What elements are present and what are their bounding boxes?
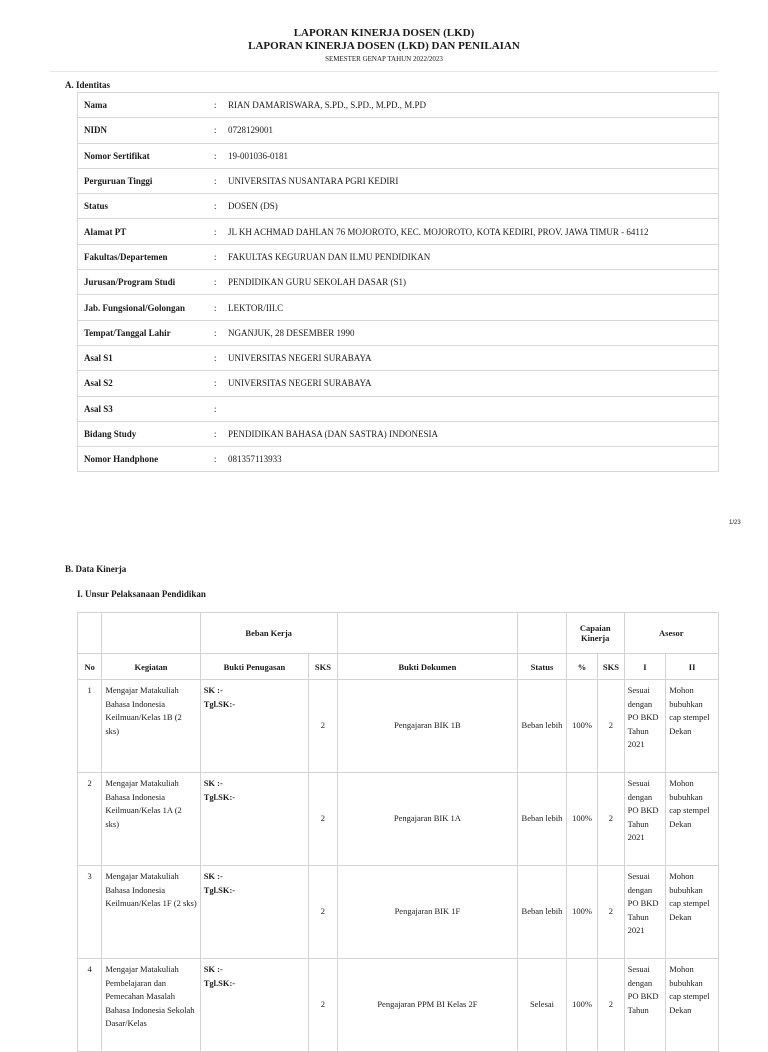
identity-row [78, 143, 719, 168]
cell-kegiatan: Mengajar Matakuliah Bahasa Indonesia Keilmuan/Kelas 1B (2 sks) [102, 680, 200, 773]
identity-colon: : [214, 194, 228, 219]
identity-value: UNIVERSITAS NEGERI SURABAYA [228, 371, 719, 396]
cell-sks: 2 [309, 866, 337, 959]
sk-number: SK :- [203, 871, 223, 881]
cell-sks: 2 [309, 959, 337, 1052]
cell-kegiatan: Mengajar Matakuliah Pembelajaran dan Pemecahan Masalah Bahasa Indonesia Sekolah Dasar/Kelas [102, 959, 200, 1052]
identity-value: NGANJUK, 28 DESEMBER 1990 [228, 320, 719, 345]
cell-sks-capaian: 2 [598, 773, 624, 866]
identity-row [78, 244, 719, 269]
cell-bukti-dokumen: Pengajaran PPM BI Kelas 2F [337, 959, 518, 1052]
identity-colon: : [214, 168, 228, 193]
cell-asesor-1: Sesuai dengan PO BKD Tahun 2021 [624, 866, 666, 959]
identity-value: 0728129001 [228, 118, 719, 143]
identity-row [78, 345, 719, 370]
header-kegiatan: Kegiatan [102, 654, 200, 680]
identity-table [77, 92, 719, 472]
sk-number: SK :- [203, 778, 223, 788]
cell-no: 4 [78, 959, 102, 1052]
cell-asesor-2: Mohon bubuhkan cap stempel Dekan [666, 680, 719, 773]
cell-no: 2 [78, 773, 102, 866]
cell-no: 3 [78, 866, 102, 959]
header-blank [78, 613, 102, 654]
sk-date: Tgl.SK:- [203, 977, 236, 988]
header-asesor-1: I [624, 654, 666, 680]
header-bukti-dokumen: Bukti Dokumen [337, 654, 518, 680]
identity-label: Jab. Fungsional/Golongan [78, 295, 215, 320]
header-status: Status [518, 654, 567, 680]
identity-value: 19-001036-0181 [228, 143, 719, 168]
sk-date: Tgl.SK:- [203, 698, 236, 709]
identity-row [78, 447, 719, 472]
cell-sks-capaian: 2 [598, 866, 624, 959]
identity-label: Asal S2 [78, 371, 215, 396]
identity-value: FAKULTAS KEGURUAN DAN ILMU PENDIDIKAN [228, 244, 719, 269]
identity-row [78, 396, 719, 421]
table-row [78, 680, 719, 773]
identity-colon: : [214, 421, 228, 446]
cell-no: 1 [78, 680, 102, 773]
cell-kegiatan: Mengajar Matakuliah Bahasa Indonesia Keilmuan/Kelas 1F (2 sks) [102, 866, 200, 959]
identity-label: Nama [78, 93, 215, 118]
identity-row [78, 270, 719, 295]
sk-date: Tgl.SK:- [203, 884, 236, 895]
cell-status: Beban lebih [518, 680, 567, 773]
identity-label: Jurusan/Program Studi [78, 270, 215, 295]
identity-value: PENDIDIKAN GURU SEKOLAH DASAR (S1) [228, 270, 719, 295]
cell-asesor-2: Mohon bubuhkan cap stempel Dekan [666, 773, 719, 866]
cell-persen: 100% [566, 959, 597, 1052]
identity-label: Nomor Handphone [78, 447, 215, 472]
table-row [78, 959, 719, 1052]
identity-value: JL KH ACHMAD DAHLAN 76 MOJOROTO, KEC. MOJOROTO, KOTA KEDIRI, PROV. JAWA TIMUR - 64112 [228, 219, 719, 244]
identity-row [78, 194, 719, 219]
cell-asesor-2: Mohon bubuhkan cap stempel Dekan [666, 959, 719, 1052]
header-capaian-kinerja: Capaian Kinerja [566, 613, 624, 654]
cell-bukti-penugasan [200, 680, 309, 773]
header-asesor-2: II [666, 654, 719, 680]
header-no: No [78, 654, 102, 680]
cell-sks: 2 [309, 773, 337, 866]
identity-row [78, 295, 719, 320]
header-bukti-penugasan: Bukti Penugasan [200, 654, 309, 680]
cell-sks-capaian: 2 [598, 959, 624, 1052]
identity-label: Nomor Sertifikat [78, 143, 215, 168]
identity-row [78, 421, 719, 446]
identity-value: UNIVERSITAS NUSANTARA PGRI KEDIRI [228, 168, 719, 193]
document-subtitle: LAPORAN KINERJA DOSEN (LKD) DAN PENILAIAN [248, 40, 520, 52]
identity-colon: : [214, 270, 228, 295]
cell-status: Beban lebih [518, 866, 567, 959]
identity-row [78, 168, 719, 193]
identity-value: RIAN DAMARISWARA, S.PD., S.PD., M.PD., M.PD [228, 93, 719, 118]
section-a-heading: A. Identitas [65, 80, 111, 90]
header-beban-kerja: Beban Kerja [200, 613, 337, 654]
header-divider [50, 71, 718, 72]
identity-colon: : [214, 295, 228, 320]
document-header [0, 27, 768, 64]
identity-row [78, 93, 719, 118]
identity-colon: : [214, 219, 228, 244]
identity-value: UNIVERSITAS NEGERI SURABAYA [228, 345, 719, 370]
identity-value [228, 396, 719, 421]
header-sks-capaian: SKS [598, 654, 624, 680]
sk-date: Tgl.SK:- [203, 791, 236, 802]
identity-colon: : [214, 93, 228, 118]
header-sks: SKS [309, 654, 337, 680]
identity-row [78, 320, 719, 345]
table-row [78, 773, 719, 866]
identity-colon: : [214, 345, 228, 370]
identity-label: Bidang Study [78, 421, 215, 446]
identity-row [78, 371, 719, 396]
cell-asesor-2: Mohon bubuhkan cap stempel Dekan [666, 866, 719, 959]
identity-label: Asal S1 [78, 345, 215, 370]
header-asesor: Asesor [624, 613, 718, 654]
identity-colon: : [214, 371, 228, 396]
cell-bukti-penugasan [200, 773, 309, 866]
cell-persen: 100% [566, 773, 597, 866]
identity-colon: : [214, 143, 228, 168]
cell-asesor-1: Sesuai dengan PO BKD Tahun [624, 959, 666, 1052]
cell-status: Selesai [518, 959, 567, 1052]
semester-label: SEMESTER GENAP TAHUN 2022/2023 [325, 55, 443, 63]
identity-row [78, 118, 719, 143]
cell-sks: 2 [309, 680, 337, 773]
section-b-subheading: I. Unsur Pelaksanaan Pendidikan [77, 589, 206, 599]
cell-bukti-dokumen: Pengajaran BIK 1F [337, 866, 518, 959]
kinerja-table [77, 612, 719, 1052]
identity-colon: : [214, 118, 228, 143]
cell-kegiatan: Mengajar Matakuliah Bahasa Indonesia Keilmuan/Kelas 1A (2 sks) [102, 773, 200, 866]
header-persen: % [566, 654, 597, 680]
cell-bukti-penugasan [200, 959, 309, 1052]
header-blank [102, 613, 200, 654]
identity-label: Fakultas/Departemen [78, 244, 215, 269]
header-blank [337, 613, 518, 654]
identity-value: DOSEN (DS) [228, 194, 719, 219]
cell-bukti-penugasan [200, 866, 309, 959]
identity-value: 081357113933 [228, 447, 719, 472]
identity-label: Perguruan Tinggi [78, 168, 215, 193]
identity-label: Tempat/Tanggal Lahir [78, 320, 215, 345]
cell-asesor-1: Sesuai dengan PO BKD Tahun 2021 [624, 773, 666, 866]
header-blank [518, 613, 567, 654]
identity-value: PENDIDIKAN BAHASA (DAN SASTRA) INDONESIA [228, 421, 719, 446]
cell-persen: 100% [566, 866, 597, 959]
page-number: 1/23 [729, 520, 741, 526]
identity-label: Alamat PT [78, 219, 215, 244]
sk-number: SK :- [203, 685, 223, 695]
identity-value: LEKTOR/III.C [228, 295, 719, 320]
identity-colon: : [214, 320, 228, 345]
cell-bukti-dokumen: Pengajaran BIK 1A [337, 773, 518, 866]
cell-sks-capaian: 2 [598, 680, 624, 773]
identity-colon: : [214, 447, 228, 472]
cell-persen: 100% [566, 680, 597, 773]
cell-bukti-dokumen: Pengajaran BIK 1B [337, 680, 518, 773]
identity-label: Status [78, 194, 215, 219]
identity-colon: : [214, 244, 228, 269]
document-title: LAPORAN KINERJA DOSEN (LKD) [293, 27, 475, 39]
identity-colon: : [214, 396, 228, 421]
section-b-heading: B. Data Kinerja [65, 564, 127, 574]
cell-asesor-1: Sesuai dengan PO BKD Tahun 2021 [624, 680, 666, 773]
identity-label: Asal S3 [78, 396, 215, 421]
sk-number: SK :- [203, 964, 223, 974]
identity-row [78, 219, 719, 244]
identity-label: NIDN [78, 118, 215, 143]
cell-status: Beban lebih [518, 773, 567, 866]
table-row [78, 866, 719, 959]
